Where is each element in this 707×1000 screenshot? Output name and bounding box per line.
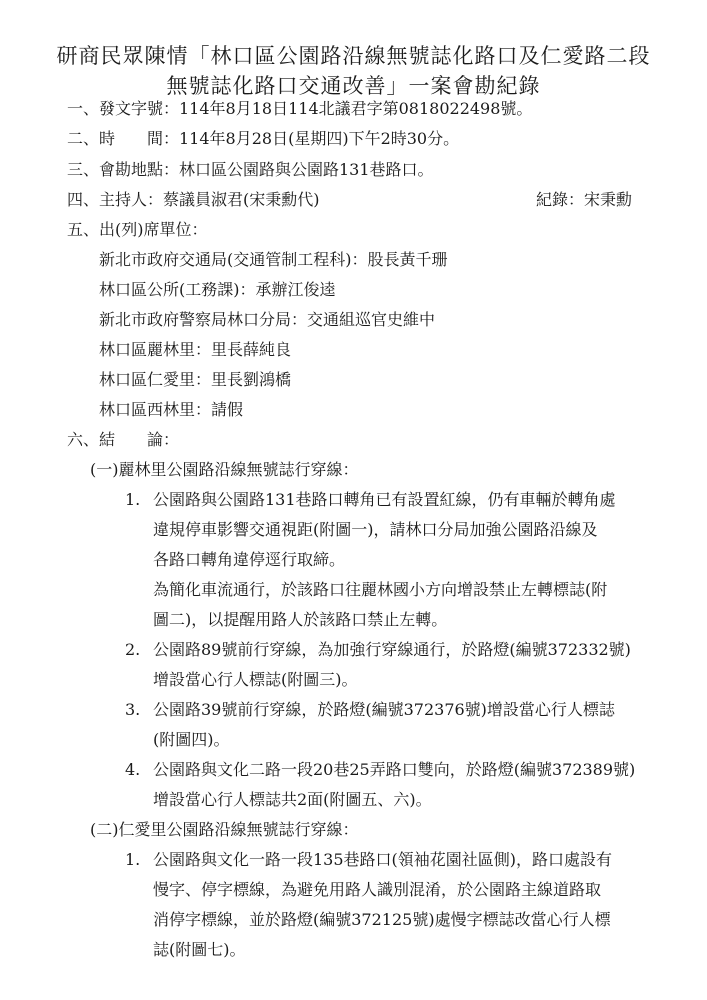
attendee-item: 新北市政府警察局林口分局：交通組巡官史維中 [99, 310, 436, 329]
item-text-line: 增設當心行人標誌共2面(附圖五、六)。 [153, 790, 432, 809]
item-text-line: 慢字、停字標線，為避免用路人識別混淆，於公園路主線道路取 [153, 880, 602, 899]
item-number: 4. [125, 760, 141, 779]
item-number: 2. [125, 640, 141, 659]
item-text-line: (附圖四)。 [153, 730, 230, 749]
item-number: 1. [125, 490, 141, 509]
item-text-line: 圖二)，以提醒用路人於該路口禁止左轉。 [153, 610, 448, 629]
attendee-item: 林口區麗林里：里長薛純良 [99, 340, 292, 359]
section-1-heading: (一)麗林里公園路沿線無號誌行穿線： [90, 460, 359, 479]
item-text-line: 違規停車影響交通視距(附圖一)，請林口分局加強公園路沿線及 [153, 520, 598, 539]
conclusion-heading: 六、結 論： [67, 430, 180, 449]
item-number: 1. [125, 850, 141, 869]
item-text-line: 公園路39號前行穿線，於路燈(編號372376號)增設當心行人標誌 [153, 700, 615, 719]
attendee-item: 林口區西林里：請假 [99, 400, 244, 419]
item-number: 3. [125, 700, 141, 719]
item-text-line: 公園路與公園路131巷路口轉角已有設置紅線，仍有車輛於轉角處 [153, 490, 616, 509]
doc-number-line: 一、發文字號：114年8月18日114北議君字第0818022498號。 [67, 99, 533, 118]
item-text-line: 各路口轉角違停逕行取締。 [153, 550, 346, 569]
item-text-line: 公園路與文化一路一段135巷路口(領袖花園社區側)，路口處設有 [153, 850, 613, 869]
recorder-line: 紀錄：宋秉勳 [536, 190, 633, 209]
document-title-line-1: 研商民眾陳情「林口區公園路沿線無號誌化路口及仁愛路二段 [56, 44, 651, 68]
document-title-line-2: 無號誌化路口交通改善」一案會勘紀錄 [166, 74, 541, 98]
item-text-line: 增設當心行人標誌(附圖三)。 [153, 670, 358, 689]
item-text-line: 為簡化車流通行，於該路口往麗林國小方向增設禁止左轉標誌(附 [153, 580, 608, 599]
host-line: 四、主持人：蔡議員淑君(宋秉勳代) [67, 190, 320, 209]
attendee-item: 林口區公所(工務課)：承辦江俊逵 [99, 280, 336, 299]
item-text-line: 誌(附圖七)。 [153, 940, 246, 959]
item-text-line: 消停字標線，並於路燈(編號372125號)處慢字標誌改當心行人標 [153, 910, 611, 929]
meeting-place-line: 三、會勘地點：林口區公園路與公園路131巷路口。 [67, 160, 434, 179]
meeting-time-line: 二、時 間：114年8月28日(星期四)下午2時30分。 [67, 129, 460, 148]
section-2-heading: (二)仁愛里公園路沿線無號誌行穿線： [90, 820, 359, 839]
item-text-line: 公園路與文化二路一段20巷25弄路口雙向，於路燈(編號372389號) [153, 760, 636, 779]
attendees-heading: 五、出(列)席單位： [67, 220, 208, 239]
attendee-item: 林口區仁愛里：里長劉鴻橋 [99, 370, 292, 389]
attendee-item: 新北市政府交通局(交通管制工程科)：股長黃千珊 [99, 250, 448, 269]
item-text-line: 公園路89號前行穿線，為加強行穿線通行，於路燈(編號372332號) [153, 640, 631, 659]
